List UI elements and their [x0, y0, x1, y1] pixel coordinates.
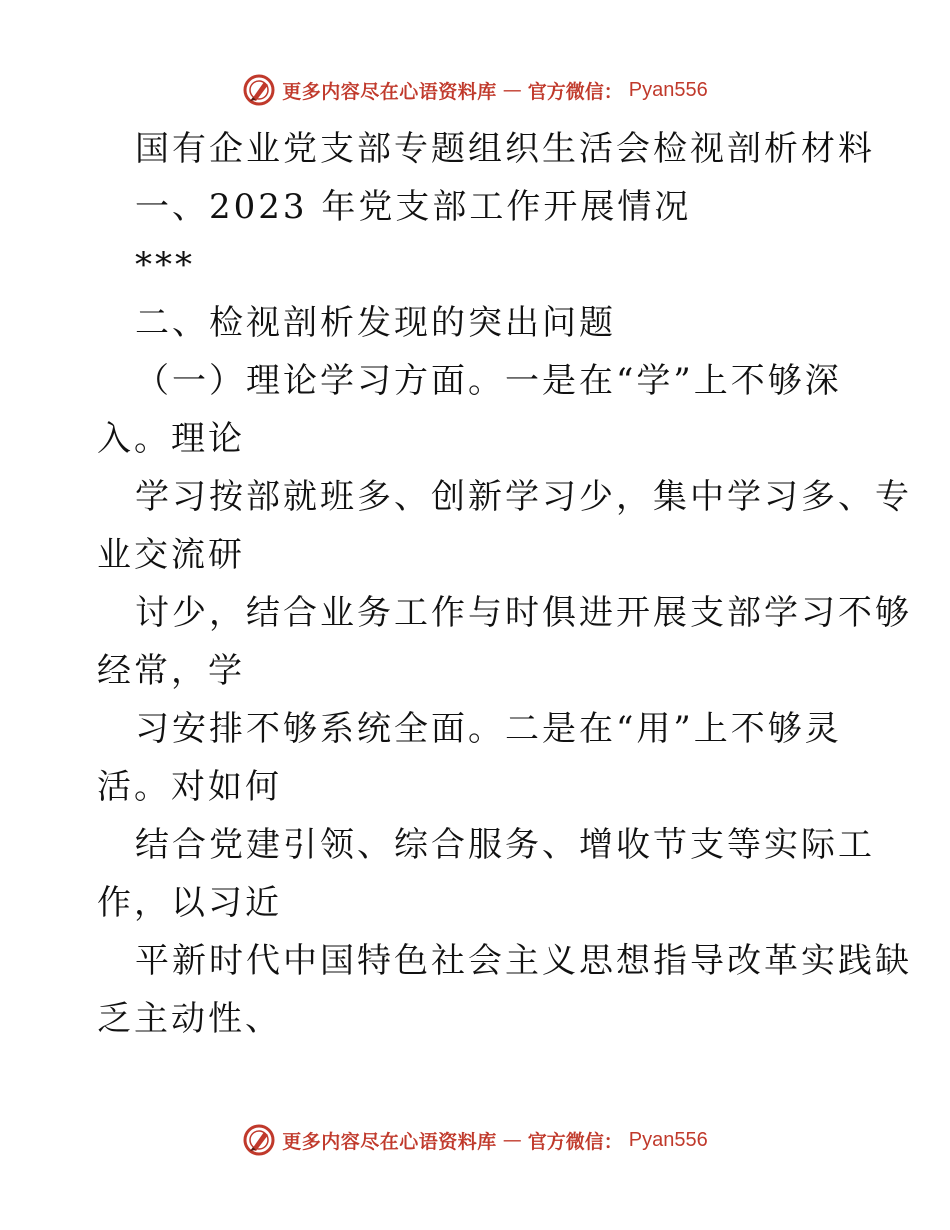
doc-title: 国有企业党支部专题组织生活会检视剖析材料: [135, 129, 875, 169]
watermark-wechat-id: Pyan556: [628, 1128, 708, 1151]
watermark-brand: 更多内容尽在心语资料库: [282, 1130, 497, 1153]
paragraph-line: 经常，学: [97, 651, 245, 691]
watermark-dash: —: [502, 1129, 522, 1151]
footer-watermark: [0, 1120, 950, 1160]
paragraph-line: 入。理论: [97, 419, 245, 459]
paragraph-line: 平新时代中国特色社会主义思想指导改革实践缺: [135, 941, 912, 981]
paragraph-line: 乏主动性、: [97, 999, 282, 1039]
paragraph-line: 习安排不够系统全面。二是在“用”上不够灵: [135, 709, 842, 749]
watermark-wechat-id: Pyan556: [628, 78, 708, 101]
paragraph-line: 学习按部就班多、创新学习少，集中学习多、专: [135, 477, 912, 517]
section-heading: 一、2023 年党支部工作开展情况: [135, 187, 692, 227]
watermark-dash: —: [502, 79, 522, 101]
omitted-content: ***: [135, 245, 195, 285]
watermark-label: 官方微信：: [527, 1130, 623, 1153]
paragraph-line: 结合党建引领、综合服务、增收节支等实际工: [135, 825, 875, 865]
paragraph-line: 作，以习近: [97, 883, 282, 923]
pen-nib-logo-icon: [242, 73, 276, 107]
section-heading: 二、检视剖析发现的突出问题: [135, 303, 616, 343]
header-watermark: [0, 70, 950, 110]
paragraph-line: 业交流研: [97, 535, 245, 575]
paragraph-line: 讨少，结合业务工作与时俱进开展支部学习不够: [135, 593, 912, 633]
paragraph-line: （一）理论学习方面。一是在“学”上不够深: [135, 361, 842, 401]
pen-nib-logo-icon: [242, 1123, 276, 1157]
watermark-brand: 更多内容尽在心语资料库: [282, 80, 497, 103]
paragraph-line: 活。对如何: [97, 767, 282, 807]
watermark-label: 官方微信：: [527, 80, 623, 103]
